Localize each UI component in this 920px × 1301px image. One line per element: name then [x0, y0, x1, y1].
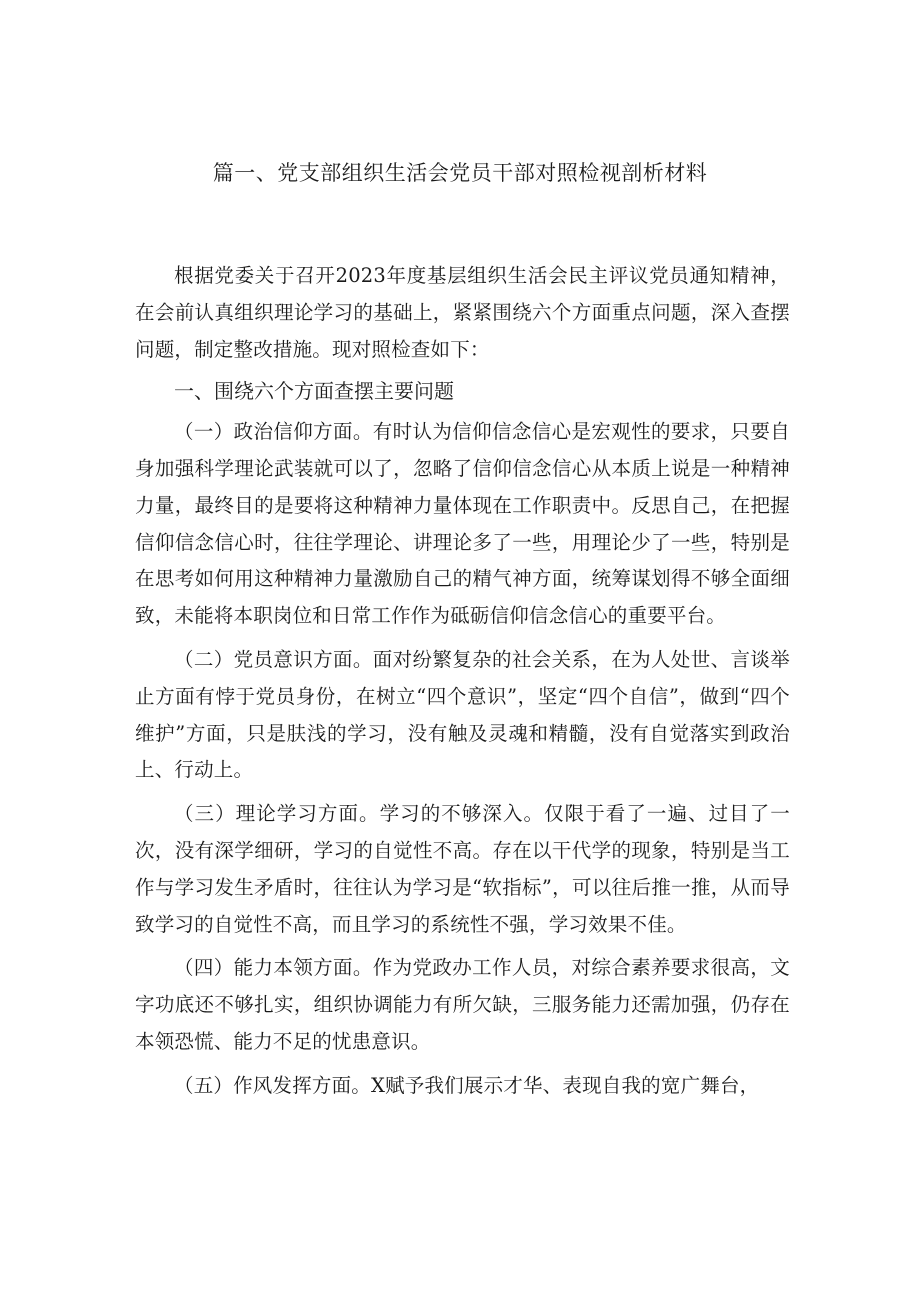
- paragraph-theory-study: （三）理论学习方面。学习的不够深入。仅限于看了一遍、过目了一次，没有深学细研，学习的自觉性不高。存在以干代学的现象，特别是当工作与学习发生矛盾时，往往认为学习是“软指标”，可以往后推一推，从而导致学习的自觉性不高，而且学习的系统性不强，学习效果不佳。: [135, 802, 790, 936]
- section-heading: 一、围绕六个方面查摆主要问题: [174, 379, 454, 404]
- paragraph-ability: （四）能力本领方面。作为党政办工作人员，对综合素养要求很高，文字功底还不够扎实，组织协调能力有所欠缺，三服务能力还需加强，仍存在本领恐慌、能力不足的忧患意识。: [135, 956, 790, 1053]
- document-title: 篇一、党支部组织生活会党员干部对照检视剖析材料: [212, 161, 708, 185]
- paragraph-political-belief: （一）政治信仰方面。有时认为信仰信念信心是宏观性的要求，只要自身加强科学理论武装就可以了，忽略了信仰信念信心从本质上说是一种精神力量，最终目的是要将这种精神力量体现在工作职责中。反思自己，在把握信仰信念信心时，往往学理论、讲理论多了一些，用理论少了一些，特别是在思考如何用这种精神力量激励自己的精气神方面，统筹谋划得不够全面细致，未能将本职岗位和日常工作作为砥砺信仰信念信心的重要平台。: [135, 420, 790, 628]
- intro-paragraph: 根据党委关于召开2023年度基层组织生活会民主评议党员通知精神，在会前认真组织理论学习的基础上，紧紧围绕六个方面重点问题，深入查摆问题，制定整改措施。现对照检查如下：: [135, 264, 790, 361]
- paragraph-party-awareness: （二）党员意识方面。面对纷繁复杂的社会关系，在为人处世、言谈举止方面有悖于党员身份，在树立“四个意识”，坚定“四个自信”，做到“四个维护”方面，只是肤浅的学习，没有触及灵魂和精髓，没有自觉落实到政治上、行动上。: [135, 647, 790, 782]
- paragraph-work-style: （五）作风发挥方面。X赋予我们展示才华、表现自我的宽广舞台，: [174, 1073, 760, 1097]
- document-body: [135, 258, 790, 1105]
